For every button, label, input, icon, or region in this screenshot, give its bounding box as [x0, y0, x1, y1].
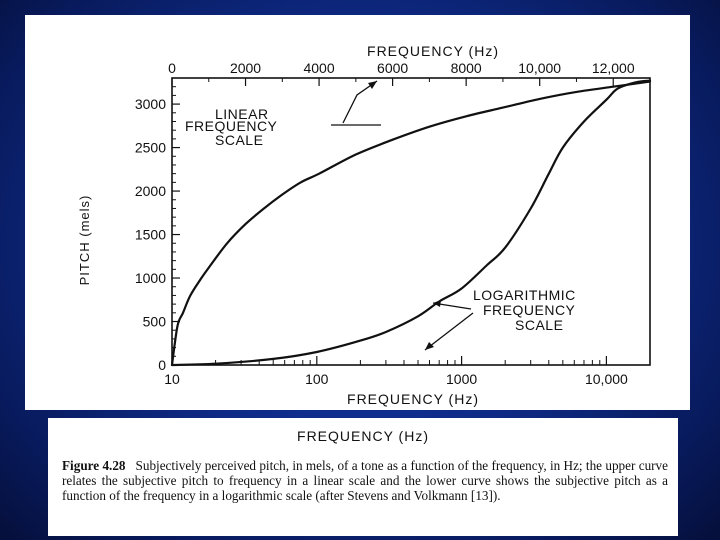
caption-title: FREQUENCY (Hz) [297, 428, 429, 444]
top-tick-label: 2000 [229, 60, 262, 76]
annotation-log-line2: FREQUENCY [483, 302, 576, 318]
y-tick-label: 0 [158, 357, 166, 373]
y-tick-label: 2000 [134, 183, 166, 200]
top-tick-label: 4000 [303, 60, 335, 76]
annotation-log-line3: SCALE [515, 317, 564, 333]
caption-body [62, 458, 668, 503]
figure-label: Figure 4.28 [62, 458, 126, 473]
top-tick-label: 12,000 [591, 60, 635, 76]
y-tick-label: 1500 [134, 226, 166, 243]
top-tick-label: 8000 [450, 60, 482, 76]
bottom-tick-label: 10 [164, 371, 180, 387]
bottom-tick-label: 1000 [446, 371, 478, 387]
bottom-axis-title: FREQUENCY (Hz) [347, 391, 479, 407]
annotation-log-line1: LOGARITHMIC [473, 287, 576, 303]
annotation-log-arrow-2 [425, 313, 473, 350]
caption-text: Subjectively perceived pitch, in mels, of a tone as a function of the frequency, in Hz; the upper curve relates the subjective pitch to frequency in a linear scale and the lower curve shows the subjective pitch as a function of the frequency in a logarithmic scale (after Stevens and Volkmann [13]). [62, 458, 669, 503]
annotation-log-arrowhead-2 [425, 342, 434, 350]
annotation-linear-line2: FREQUENCY [185, 118, 278, 134]
y-tick-label: 1000 [134, 270, 166, 287]
pitch-frequency-chart [25, 15, 690, 410]
y-tick-label: 3000 [134, 96, 166, 113]
annotation-linear-line3: SCALE [215, 132, 264, 148]
caption-panel [48, 418, 678, 536]
top-axis-title: FREQUENCY (Hz) [367, 43, 499, 59]
top-tick-label: 6000 [377, 60, 409, 76]
chart-panel [25, 15, 690, 410]
annotation-linear-line1: LINEAR [215, 106, 269, 122]
y-axis-title: PITCH (mels) [77, 194, 92, 286]
bottom-tick-label: 10,000 [584, 371, 628, 387]
bottom-tick-label: 100 [305, 371, 329, 387]
y-tick-label: 500 [142, 313, 166, 330]
annotation-linear-arrowhead [368, 81, 377, 89]
y-tick-label: 2500 [134, 139, 166, 156]
top-tick-label: 10,000 [518, 60, 562, 76]
top-tick-label: 0 [168, 60, 176, 76]
